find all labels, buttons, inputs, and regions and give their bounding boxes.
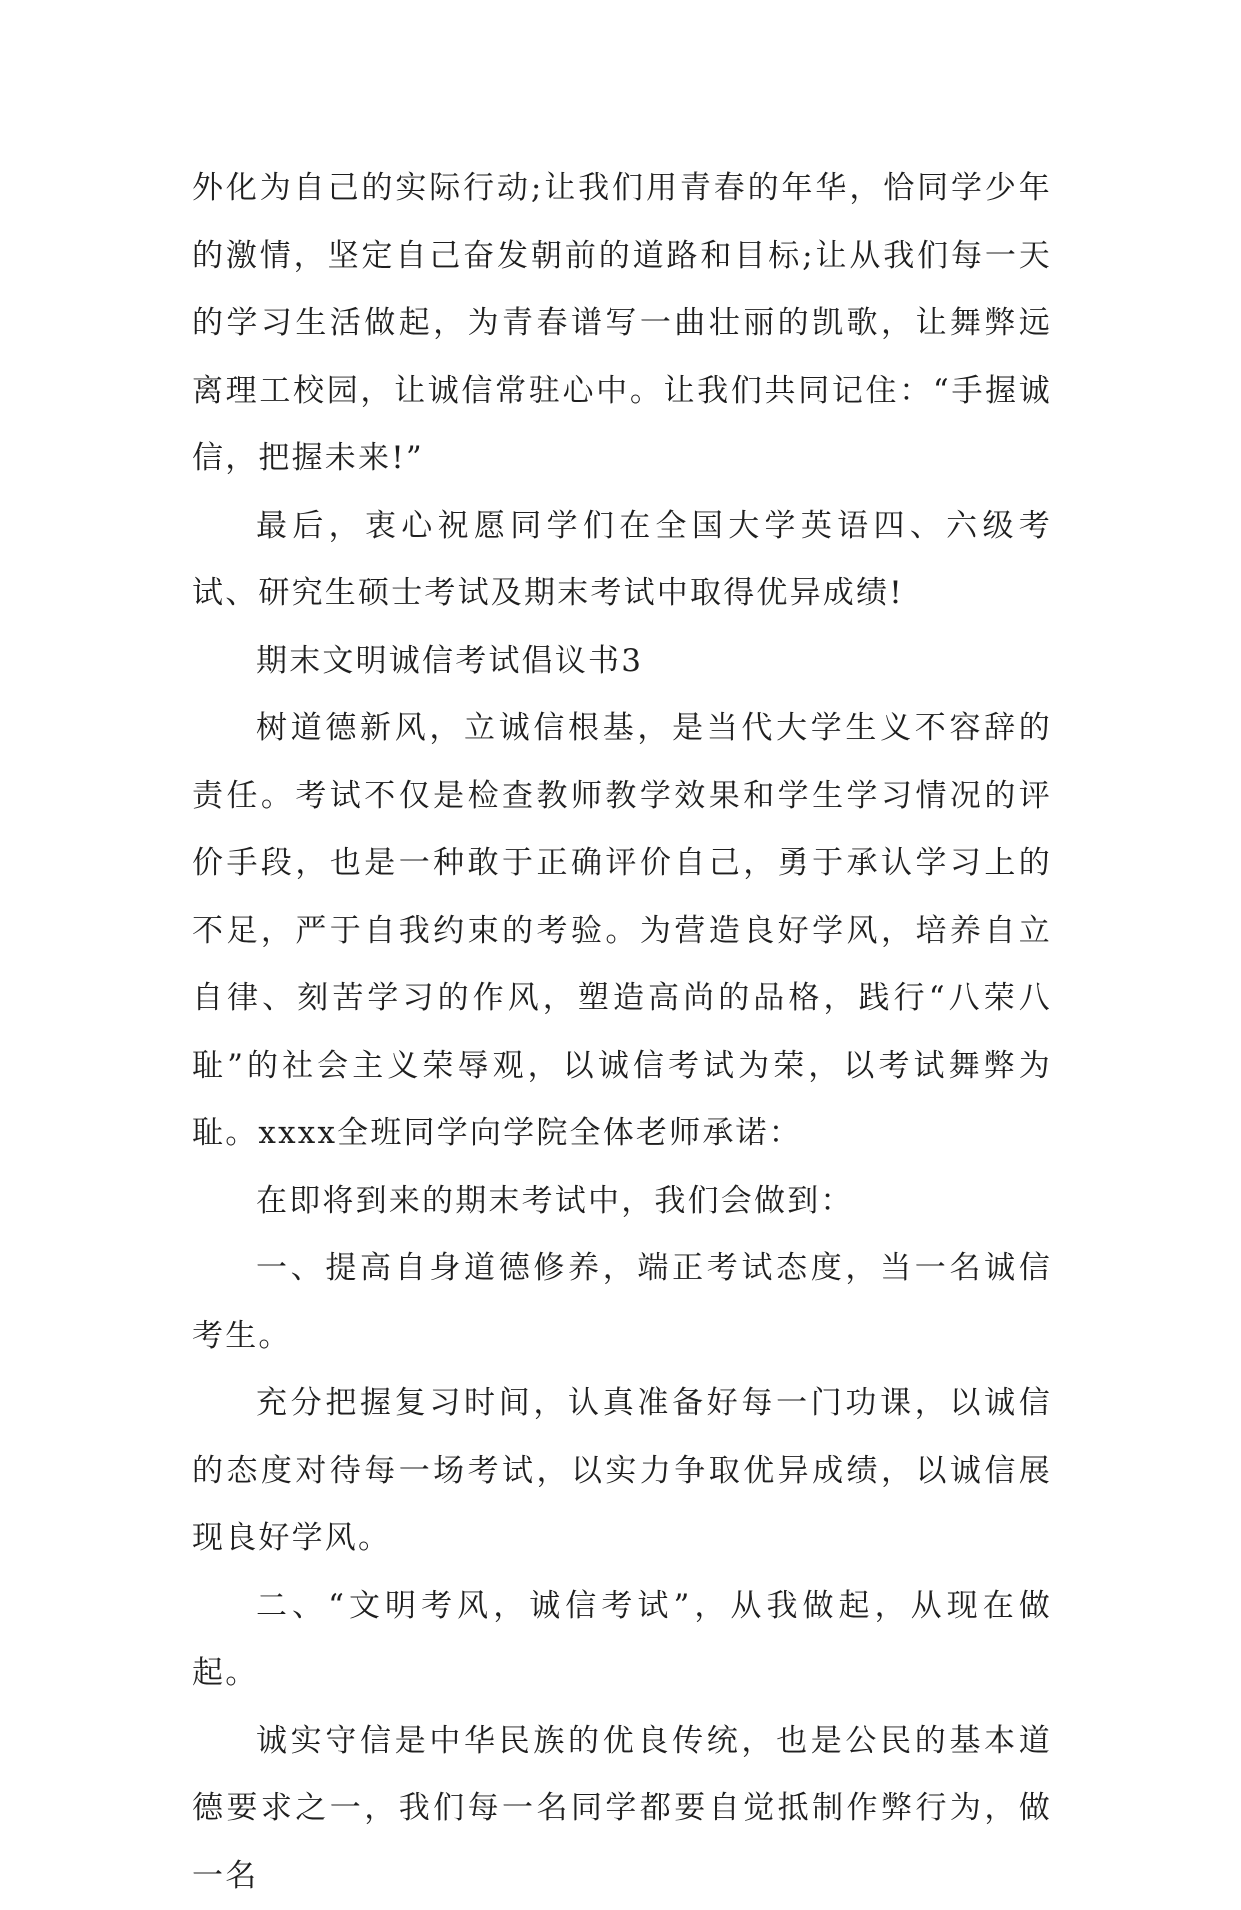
paragraph-point-two: 二、“文明考风，诚信考试”，从我做起，从现在做起。 xyxy=(192,1573,1052,1708)
section-title: 期末文明诚信考试倡议书3 xyxy=(192,628,1052,696)
document-body xyxy=(192,155,1052,1910)
paragraph-point-one: 一、提高自身道德修养，端正考试态度，当一名诚信考生。 xyxy=(192,1235,1052,1370)
paragraph-closing-wishes: 最后，衷心祝愿同学们在全国大学英语四、六级考试、研究生硕士考试及期末考试中取得优异成绩! xyxy=(192,493,1052,628)
paragraph-commitment-lead: 在即将到来的期末考试中，我们会做到： xyxy=(192,1168,1052,1236)
paragraph-continuation: 外化为自己的实际行动;让我们用青春的年华，恰同学少年的激情，坚定自己奋发朝前的道路和目标;让从我们每一天的学习生活做起，为青春谱写一曲壮丽的凯歌，让舞弊远离理工校园，让诚信常驻心中。让我们共同记住：“手握诚信，把握未来!” xyxy=(192,155,1052,493)
paragraph-intro: 树道德新风，立诚信根基，是当代大学生义不容辞的责任。考试不仅是检查教师教学效果和学生学习情况的评价手段，也是一种敢于正确评价自己，勇于承认学习上的不足，严于自我约束的考验。为营造良好学风，培养自立自律、刻苦学习的作风，塑造高尚的品格，践行“八荣八耻”的社会主义荣辱观，以诚信考试为荣，以考试舞弊为耻。xxxx全班同学向学院全体老师承诺： xyxy=(192,695,1052,1168)
paragraph-point-one-detail: 充分把握复习时间，认真准备好每一门功课，以诚信的态度对待每一场考试，以实力争取优异成绩，以诚信展现良好学风。 xyxy=(192,1370,1052,1573)
paragraph-point-two-detail: 诚实守信是中华民族的优良传统，也是公民的基本道德要求之一，我们每一名同学都要自觉抵制作弊行为，做一名 xyxy=(192,1708,1052,1910)
